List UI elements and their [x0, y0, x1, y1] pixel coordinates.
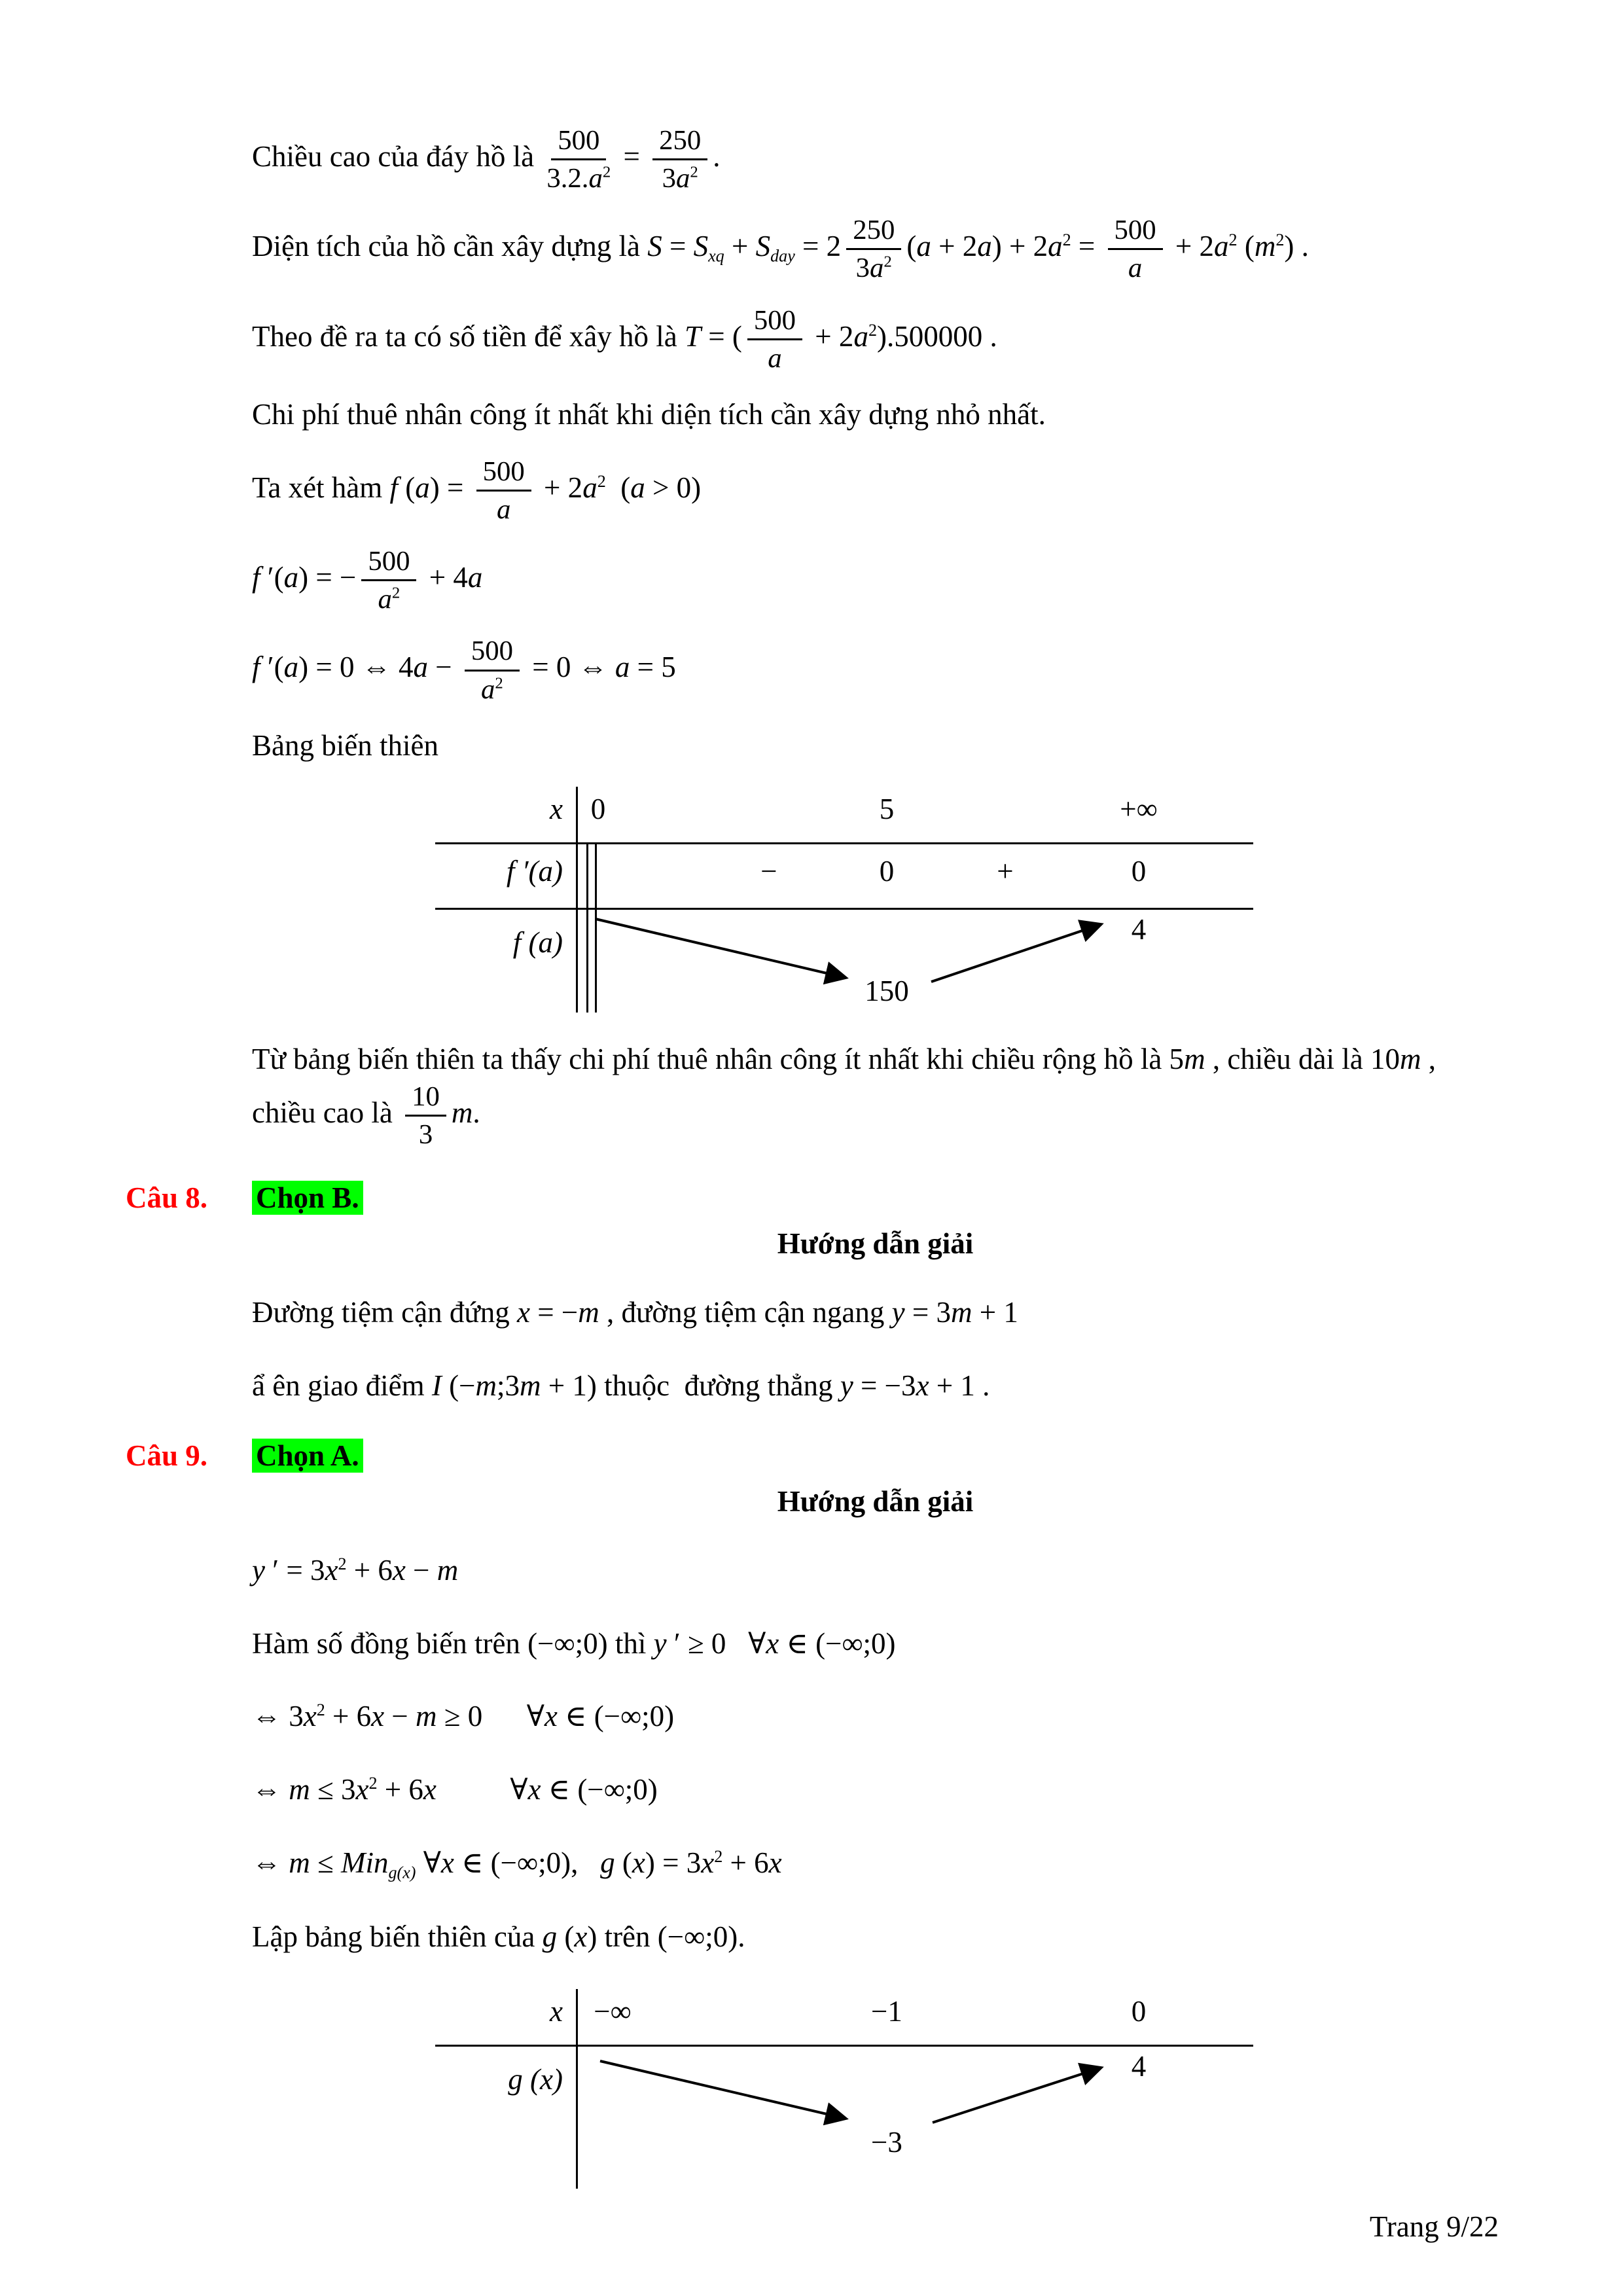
paragraph: [252, 545, 1499, 615]
text-run: ) = −: [298, 561, 357, 594]
math-variable: x: [544, 1700, 558, 1733]
denominator: [419, 1117, 433, 1151]
math-variable: a: [1214, 230, 1229, 263]
subscript: day: [770, 246, 795, 266]
math-variable: x: [517, 1295, 530, 1329]
max-value: 4: [1131, 912, 1147, 946]
math-variable: S: [647, 230, 662, 263]
text-run: > 0): [645, 471, 702, 504]
text-run: −: [405, 1553, 437, 1587]
superscript: 2: [1275, 230, 1285, 250]
text-run: +: [724, 230, 756, 263]
sign-value: 0: [1131, 854, 1147, 888]
text-run: + 6: [346, 1553, 393, 1587]
math-variable: x: [355, 1773, 369, 1806]
paragraph: [252, 1769, 1499, 1811]
paragraph: [252, 214, 1499, 284]
math-variable: a: [1048, 230, 1063, 263]
trend-arrows: [435, 910, 1253, 1018]
superscript: 2: [495, 674, 503, 692]
text-run: , đường tiệm cận ngang: [599, 1295, 892, 1329]
numerator: [405, 1081, 446, 1117]
superscript: 2: [597, 471, 606, 491]
text-run: 500: [482, 456, 525, 487]
paragraph: [252, 394, 1499, 436]
fraction: [846, 214, 901, 284]
math-variable: a: [675, 163, 690, 194]
text-run: ) =: [429, 471, 471, 504]
text-run: ∈ (−∞;0): [541, 1773, 658, 1806]
answer-choice-highlight: Chọn B.: [252, 1181, 363, 1215]
fraction: [1108, 214, 1163, 284]
arrow-up-icon: [931, 924, 1101, 982]
paragraph: [252, 1550, 1499, 1592]
numerator: [747, 304, 802, 340]
text-run: 3.2.: [546, 163, 589, 194]
paragraph: [252, 1039, 1499, 1151]
math-variable: m: [520, 1369, 541, 1402]
text-run: ) = 0 ⇔ 4: [298, 651, 414, 684]
text-run: Lập bảng biến thiên của: [252, 1920, 543, 1953]
text-run: (: [906, 230, 917, 263]
text-run: ∈ (−∞;0): [779, 1626, 896, 1660]
denominator: [856, 250, 892, 284]
min-value: 150: [865, 974, 909, 1007]
text-run: ⇔: [252, 1846, 289, 1880]
superscript: 2: [391, 584, 401, 602]
paragraph: [252, 635, 1499, 705]
text-run: ≤: [310, 1846, 341, 1880]
text-run: ∀: [416, 1846, 441, 1880]
math-variable: S: [693, 230, 709, 263]
superscript: 2: [602, 163, 611, 181]
question-label: Câu 8.: [126, 1181, 208, 1214]
denominator: [378, 581, 401, 615]
denominator: [1128, 250, 1142, 284]
text-run: =: [662, 230, 694, 263]
text-run: ′(: [260, 561, 284, 594]
numerator: [465, 635, 520, 671]
math-variable: x: [303, 1700, 317, 1733]
variation-table-t2: [435, 1989, 1253, 2189]
text-run: ⇔: [252, 1773, 289, 1806]
math-variable: I: [431, 1369, 442, 1402]
math-variable: y: [891, 1295, 905, 1329]
paragraph: [252, 1623, 1499, 1665]
text-run: + 2: [1168, 230, 1215, 263]
text-run: + 1: [972, 1295, 1018, 1329]
text-run: ∀: [436, 1773, 528, 1806]
row-label: x: [550, 1995, 563, 2028]
denominator: [546, 160, 611, 194]
text-run: = 5: [630, 651, 676, 684]
text-run: , chiều dài là 10: [1205, 1042, 1400, 1075]
text-run: + 1) thuộc đường thẳng: [541, 1369, 840, 1402]
math-variable: m: [950, 1295, 972, 1329]
text-run: 3: [662, 163, 676, 194]
math-variable: a: [588, 163, 603, 194]
page-number: Trang 9/22: [1369, 2210, 1499, 2243]
numerator: [846, 214, 901, 250]
table-rule: [435, 842, 1253, 844]
text-run: Theo đề ra ta có số tiền để xây hồ là: [252, 319, 685, 353]
denominator: [768, 340, 781, 374]
text-run: .: [473, 1096, 480, 1129]
text-run: (: [557, 1920, 575, 1953]
text-run: ;3: [497, 1369, 520, 1402]
superscript: 2: [1062, 230, 1071, 250]
x-value: +∞: [1120, 792, 1158, 825]
text-run: Diện tích của hồ cần xây dựng là: [252, 230, 648, 263]
arrow-up-icon: [933, 2068, 1101, 2123]
math-variable: a: [497, 493, 511, 525]
x-value: −1: [871, 1995, 902, 2028]
fraction: [465, 635, 520, 705]
question-row: [126, 1181, 1499, 1215]
math-variable: x: [768, 1846, 782, 1880]
fraction: [747, 304, 802, 374]
text-run: , chiều cao là: [252, 1042, 1444, 1129]
variation-table-t1: [435, 787, 1253, 1013]
math-variable: a: [1128, 253, 1143, 284]
math-variable: m: [1184, 1042, 1205, 1075]
math-variable: x: [916, 1369, 929, 1402]
document-body: [126, 105, 1499, 2215]
text-run: ′ ≥ 0 ∀: [666, 1626, 766, 1660]
arrow-down-icon: [596, 919, 846, 978]
superscript: 2: [368, 1774, 378, 1793]
superscript: 2: [883, 253, 892, 272]
text-run: ) = 3: [645, 1846, 702, 1880]
text-run: ∈ (−∞;0),: [454, 1846, 601, 1880]
superscript: 2: [714, 1847, 723, 1867]
text-run: = −: [529, 1295, 579, 1329]
text-run: 250: [659, 125, 702, 156]
math-variable: S: [755, 230, 771, 263]
paragraph: [252, 124, 1499, 194]
text-run: −: [384, 1700, 416, 1733]
math-variable: a: [467, 561, 483, 594]
math-variable: a: [413, 651, 428, 684]
math-variable: m: [437, 1553, 459, 1587]
superscript: 2: [338, 1554, 347, 1573]
text-run: = 0 ⇔: [525, 651, 615, 684]
denominator: [497, 492, 510, 526]
text-run: Chi phí thuê nhân công ít nhất khi diện tích cần xây dựng nhỏ nhất.: [252, 397, 1046, 431]
math-variable: g: [600, 1846, 615, 1880]
numerator: [551, 124, 606, 160]
text-run: ∈ (−∞;0): [557, 1700, 675, 1733]
text-run: Từ bảng biến thiên ta thấy chi phí thuê nhân công ít nhất khi chiều rộng hồ là 5: [252, 1042, 1185, 1075]
numerator: [361, 545, 416, 581]
math-variable: y: [840, 1369, 853, 1402]
math-variable: f: [252, 651, 260, 684]
text-run: ) + 2: [991, 230, 1048, 263]
math-variable: x: [371, 1700, 385, 1733]
math-variable: x: [527, 1773, 541, 1806]
fraction: [652, 124, 707, 194]
numerator: [1108, 214, 1163, 250]
text-run: ′(: [260, 651, 284, 684]
x-value: −∞: [594, 1995, 632, 2028]
text-run: + 2: [931, 230, 978, 263]
math-variable: y: [653, 1626, 667, 1660]
text-run: Bảng biến thiên: [252, 728, 438, 762]
fraction: [476, 456, 531, 526]
math-variable: x: [632, 1846, 645, 1880]
text-run: Ta xét hàm: [252, 471, 390, 504]
superscript: 2: [868, 320, 877, 340]
text-run: ≤ 3: [310, 1773, 356, 1806]
math-variable: a: [378, 584, 392, 615]
text-run: (: [1237, 230, 1255, 263]
math-variable: a: [630, 471, 645, 504]
math-variable: m: [475, 1369, 497, 1402]
math-variable: x: [423, 1773, 437, 1806]
text-run: + 6: [325, 1700, 372, 1733]
text-run: Đường tiệm cận đứng: [252, 1295, 517, 1329]
text-run: =: [1071, 230, 1103, 263]
section-heading: Hướng dẫn giải: [777, 1484, 974, 1518]
sign-value: −: [760, 854, 777, 888]
math-variable: x: [440, 1846, 454, 1880]
paragraph: [252, 1916, 1499, 1958]
subscript: xq: [708, 246, 724, 266]
math-variable: y: [252, 1553, 265, 1587]
fraction: [546, 124, 611, 194]
text-run: 250: [853, 215, 895, 246]
row-label: g (x): [508, 2063, 563, 2096]
paragraph: [252, 725, 1499, 767]
text-run: + 2: [536, 471, 583, 504]
text-run: + 2: [808, 319, 854, 353]
math-variable: a: [283, 561, 299, 594]
text-run: Hàm số đồng biến trên (−∞;0) thì: [252, 1626, 654, 1660]
text-run: + 1 .: [929, 1369, 990, 1402]
text-run: 500: [753, 304, 796, 336]
text-run: ) trên (−∞;0).: [587, 1920, 745, 1953]
text-run: .: [713, 139, 721, 173]
math-variable: m: [578, 1295, 599, 1329]
text-run: 500: [368, 546, 410, 577]
text-run: ) .: [1284, 230, 1309, 263]
text-run: = (: [701, 319, 742, 353]
text-run: 10: [412, 1081, 440, 1112]
math-variable: m: [1254, 230, 1276, 263]
row-label: x: [550, 792, 563, 825]
math-variable: x: [766, 1626, 779, 1660]
math-variable: f: [389, 471, 399, 504]
math-variable: x: [574, 1920, 588, 1953]
math-variable: m: [416, 1700, 437, 1733]
row-label: f ′(a): [506, 854, 563, 888]
subscript: g(x): [388, 1863, 416, 1882]
denominator: [481, 672, 503, 706]
text-run: ≥ 0 ∀: [437, 1700, 544, 1733]
math-variable: g: [542, 1920, 558, 1953]
math-variable: a: [283, 651, 299, 684]
text-run: ẩ ên giao điểm: [252, 1369, 432, 1402]
text-run: + 4: [421, 561, 468, 594]
text-run: 500: [558, 125, 600, 156]
superscript: 2: [690, 163, 698, 181]
math-variable: a: [582, 471, 597, 504]
max-value: 4: [1131, 2050, 1147, 2083]
math-variable: m: [289, 1846, 310, 1880]
text-run: ⇔ 3: [252, 1700, 304, 1733]
math-variable: a: [415, 471, 430, 504]
numerator: [476, 456, 531, 492]
arrow-down-icon: [600, 2061, 846, 2119]
math-variable: x: [325, 1553, 338, 1587]
math-variable: a: [853, 319, 868, 353]
min-value: −3: [871, 2126, 902, 2159]
answer-choice-highlight: Chọn A.: [252, 1439, 363, 1473]
x-value: 0: [590, 792, 606, 825]
text-run: = −3: [853, 1369, 916, 1402]
superscript: 2: [1228, 230, 1238, 250]
text-run: ).500000 .: [876, 319, 997, 353]
paragraph: [252, 1842, 1499, 1884]
math-variable: m: [451, 1096, 473, 1129]
question-label: Câu 9.: [126, 1439, 208, 1472]
sign-value: 0: [879, 854, 895, 888]
x-value: 5: [879, 792, 895, 825]
sign-value: +: [997, 854, 1014, 888]
paragraph: [252, 304, 1499, 374]
x-value: 0: [1131, 1995, 1147, 2028]
text-run: −: [427, 651, 459, 684]
math-variable: a: [481, 673, 495, 705]
fraction: [405, 1081, 446, 1151]
text-run: 500: [471, 636, 513, 667]
text-run: + 6: [722, 1846, 769, 1880]
math-variable: m: [289, 1773, 310, 1806]
math-variable: T: [685, 319, 702, 353]
row-label: f (a): [512, 925, 563, 959]
text-run: Chiều cao của đáy hồ là: [252, 139, 542, 173]
question-row: [126, 1439, 1499, 1473]
superscript: 2: [316, 1700, 325, 1720]
math-variable: m: [1399, 1042, 1421, 1075]
paragraph: [252, 1292, 1499, 1334]
text-run: + 6: [377, 1773, 423, 1806]
text-run: =: [616, 139, 648, 173]
text-run: (: [398, 471, 416, 504]
math-variable: a: [615, 651, 630, 684]
numerator: [652, 124, 707, 160]
section-heading: Hướng dẫn giải: [777, 1227, 974, 1260]
text-run: (: [605, 471, 631, 504]
text-run: 3: [855, 253, 870, 284]
math-variable: f: [252, 561, 260, 594]
math-variable: a: [916, 230, 931, 263]
math-variable: a: [768, 342, 782, 374]
text-run: ′ = 3: [264, 1553, 325, 1587]
text-run: (−: [441, 1369, 476, 1402]
math-variable: x: [701, 1846, 715, 1880]
trend-arrows: [435, 2047, 1253, 2165]
paragraph: [252, 1365, 1499, 1407]
text-run: 3: [418, 1119, 433, 1150]
math-variable: Min: [340, 1846, 389, 1880]
text-run: 500: [1114, 215, 1156, 246]
math-variable: a: [977, 230, 992, 263]
text-run: (: [615, 1846, 632, 1880]
denominator: [662, 160, 698, 194]
math-variable: a: [870, 253, 884, 284]
paragraph: [252, 1696, 1499, 1738]
text-run: = 2: [794, 230, 842, 263]
text-run: = 3: [904, 1295, 951, 1329]
math-variable: x: [392, 1553, 406, 1587]
paragraph: [252, 456, 1499, 526]
fraction: [361, 545, 416, 615]
